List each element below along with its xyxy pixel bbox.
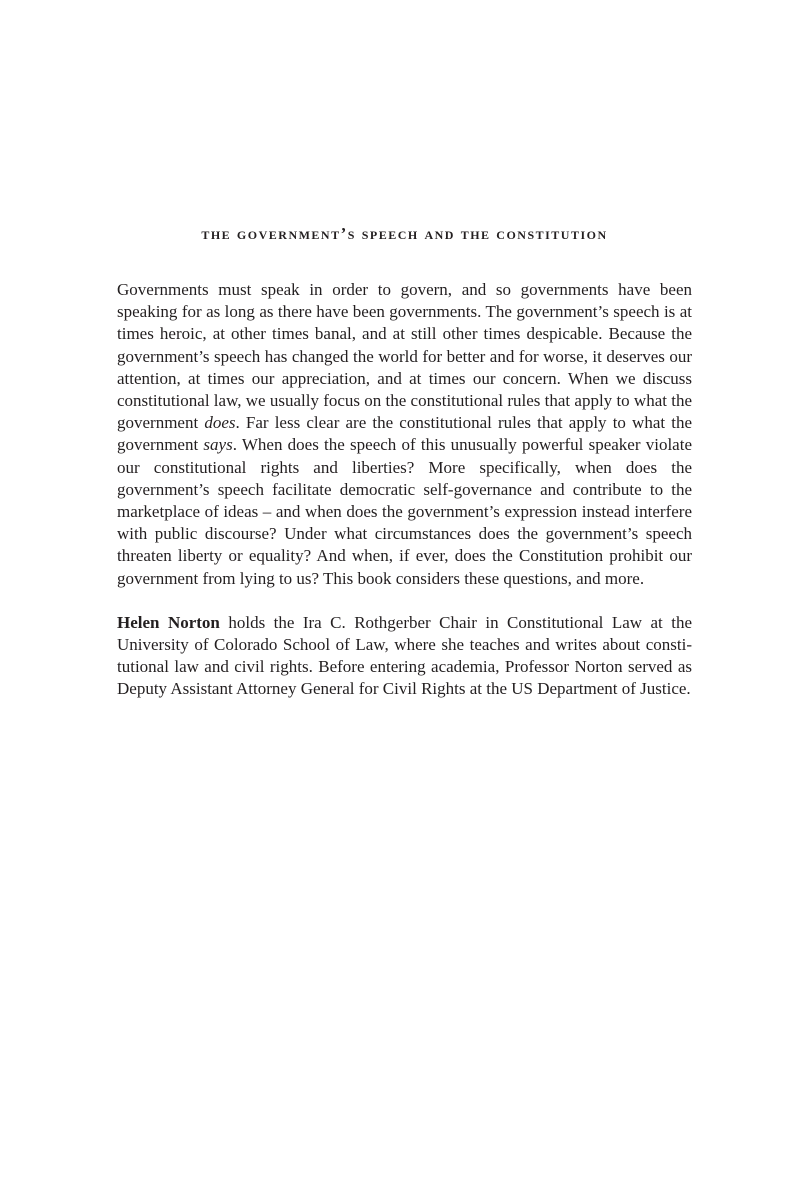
author-name: Helen Norton bbox=[117, 612, 220, 632]
book-title: the government’s speech and the constitution bbox=[201, 224, 608, 243]
book-description bbox=[117, 279, 692, 590]
page-content bbox=[117, 222, 692, 701]
author-bio bbox=[117, 612, 692, 701]
author-bio-text: holds the Ira C. Rothgerber Chair in Constitutional Law at the University of Colorado School of Law, where she teaches and writes about constitutional law and civil rights. Before entering academia, Professor Norton served as Deputy Assistant Attorney General for Civil Rights at the US Department of Justice. bbox=[117, 612, 692, 699]
description-emphasis-does: does bbox=[204, 413, 236, 433]
description-text-3: . When does the speech of this unusually powerful speaker violate our constitutional rights and liberties? More specifically, when does the government’s speech facilitate democratic self-governance and contribute to the marketplace of ideas – and when does the government’s expression instead interfere with public discourse? Under what circumstances does the government’s speech threaten liberty or equality? And when, if ever, does the Constitution prohibit our government from lying to us? This book considers these questions, and more. bbox=[117, 435, 692, 588]
description-text-2: . Far less clear are the constitutional rules that apply to what the government bbox=[117, 413, 693, 455]
description-text-1: Governments must speak in order to govern, and so governments have been speaking for as long as there have been governments. The government’s speech is at times heroic, at other times banal, and at still other times despicable. Because the government’s speech has changed the world for better and for worse, it deserves our attention, at times our appreciation, and at times our concern. When we discuss constitutional law, we usually focus on the constitutional rules that apply to what the government bbox=[117, 280, 692, 433]
description-emphasis-says: says bbox=[203, 435, 233, 455]
